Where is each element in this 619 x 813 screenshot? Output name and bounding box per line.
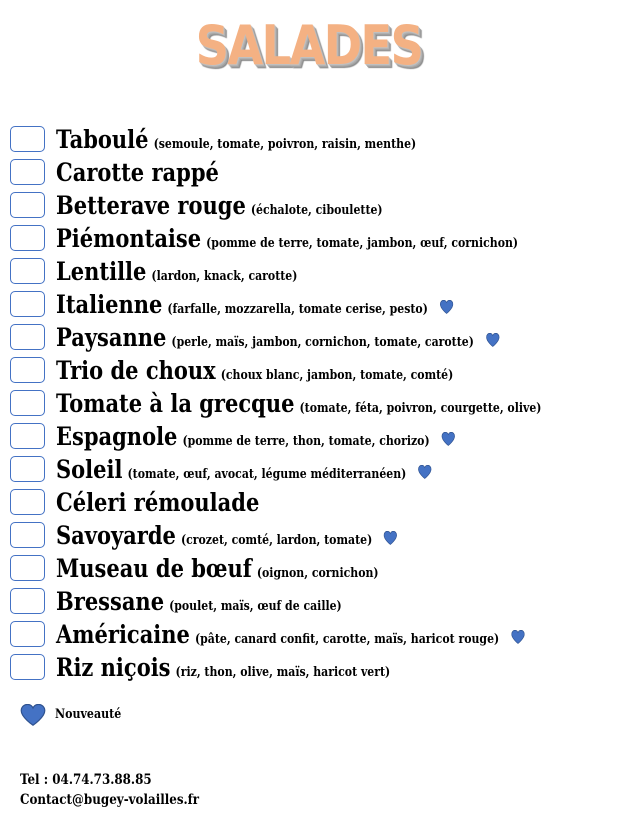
- page-title: SALADES: [195, 14, 423, 77]
- list-item: [8, 587, 613, 620]
- list-item: [8, 323, 613, 356]
- item-name: Espagnole: [56, 422, 178, 451]
- list-item: [8, 290, 613, 323]
- list-item: [8, 554, 613, 587]
- list-item: [8, 356, 613, 389]
- item-ingredients: (farfalle, mozzarella, tomate cerise, pesto): [167, 302, 428, 317]
- item-ingredients: (pomme de terre, thon, tomate, chorizo): [182, 434, 430, 449]
- checkbox[interactable]: [10, 258, 45, 284]
- item-name: Betterave rouge: [56, 191, 246, 220]
- checkbox[interactable]: [10, 522, 45, 548]
- heart-icon: [384, 531, 397, 545]
- item-name: Bressane: [56, 587, 165, 616]
- item-line: [56, 125, 416, 154]
- heart-icon: [20, 704, 46, 726]
- salad-list: [8, 125, 613, 686]
- checkbox[interactable]: [10, 291, 45, 317]
- item-line: [56, 191, 383, 220]
- checkbox[interactable]: [10, 192, 45, 218]
- item-name: Céleri rémoulade: [56, 488, 260, 517]
- item-name: Italienne: [56, 290, 163, 319]
- item-ingredients: (pomme de terre, tomate, jambon, œuf, cornichon): [206, 236, 519, 251]
- heart-icon: [511, 630, 524, 644]
- item-ingredients: (tomate, féta, poivron, courgette, olive): [299, 401, 542, 416]
- checkbox[interactable]: [10, 390, 45, 416]
- checkbox[interactable]: [10, 126, 45, 152]
- checkbox[interactable]: [10, 621, 45, 647]
- item-line: [56, 620, 524, 649]
- item-line: [56, 554, 379, 583]
- item-line: [56, 653, 390, 682]
- item-ingredients: (échalote, ciboulette): [250, 203, 383, 218]
- item-line: [56, 158, 219, 187]
- checkbox[interactable]: [10, 489, 45, 515]
- item-ingredients: (tomate, œuf, avocat, légume méditerranéen): [127, 467, 407, 482]
- phone-number: Tel : 04.74.73.88.85: [20, 772, 152, 788]
- item-ingredients: (riz, thon, olive, maïs, haricot vert): [175, 665, 391, 680]
- list-item: [8, 224, 613, 257]
- item-line: [56, 323, 499, 352]
- checkbox[interactable]: [10, 324, 45, 350]
- item-line: [56, 422, 455, 451]
- heart-icon: [441, 432, 454, 446]
- item-line: [56, 521, 397, 550]
- item-name: Trio de choux: [56, 356, 216, 385]
- checkbox[interactable]: [10, 159, 45, 185]
- checkbox[interactable]: [10, 555, 45, 581]
- item-ingredients: (crozet, comté, lardon, tomate): [180, 533, 373, 548]
- heart-icon: [418, 465, 431, 479]
- heart-icon: [486, 333, 499, 347]
- checkbox[interactable]: [10, 423, 45, 449]
- item-line: [56, 455, 432, 484]
- item-ingredients: (lardon, knack, carotte): [151, 269, 298, 284]
- item-name: Carotte rappé: [56, 158, 219, 187]
- item-ingredients: (oignon, cornichon): [256, 566, 379, 581]
- checkbox[interactable]: [10, 357, 45, 383]
- item-ingredients: (choux blanc, jambon, tomate, comté): [220, 368, 454, 383]
- item-name: Savoyarde: [56, 521, 176, 550]
- item-name: Paysanne: [56, 323, 167, 352]
- item-name: Riz niçois: [56, 653, 171, 682]
- list-item: [8, 455, 613, 488]
- list-item: [8, 620, 613, 653]
- legend-label: Nouveauté: [55, 707, 122, 722]
- heart-icon: [440, 300, 453, 314]
- item-name: Museau de bœuf: [56, 554, 252, 583]
- checkbox[interactable]: [10, 456, 45, 482]
- item-ingredients: (perle, maïs, jambon, cornichon, tomate, carotte): [171, 335, 474, 350]
- item-name: Piémontaise: [56, 224, 202, 253]
- checkbox[interactable]: [10, 225, 45, 251]
- item-line: [56, 257, 297, 286]
- list-item: [8, 521, 613, 554]
- item-ingredients: (poulet, maïs, œuf de caille): [169, 599, 342, 614]
- list-item: [8, 191, 613, 224]
- item-line: [56, 224, 518, 253]
- list-item: [8, 653, 613, 686]
- list-item: [8, 125, 613, 158]
- item-name: Tomate à la grecque: [56, 389, 295, 418]
- item-name: Américaine: [56, 620, 190, 649]
- item-line: [56, 488, 259, 517]
- item-line: [56, 290, 453, 319]
- list-item: [8, 389, 613, 422]
- item-line: [56, 587, 342, 616]
- email-address: Contact@bugey-volailles.fr: [20, 792, 200, 808]
- item-ingredients: (pâte, canard confit, carotte, maïs, haricot rouge): [194, 632, 500, 647]
- item-ingredients: (semoule, tomate, poivron, raisin, menthe): [153, 137, 417, 152]
- list-item: [8, 422, 613, 455]
- item-name: Soleil: [56, 455, 123, 484]
- checkbox[interactable]: [10, 588, 45, 614]
- contact-block: [20, 770, 199, 810]
- item-line: [56, 389, 541, 418]
- list-item: [8, 158, 613, 191]
- list-item: [8, 257, 613, 290]
- item-line: [56, 356, 453, 385]
- item-name: Lentille: [56, 257, 147, 286]
- list-item: [8, 488, 613, 521]
- checkbox[interactable]: [10, 654, 45, 680]
- item-name: Taboulé: [56, 125, 149, 154]
